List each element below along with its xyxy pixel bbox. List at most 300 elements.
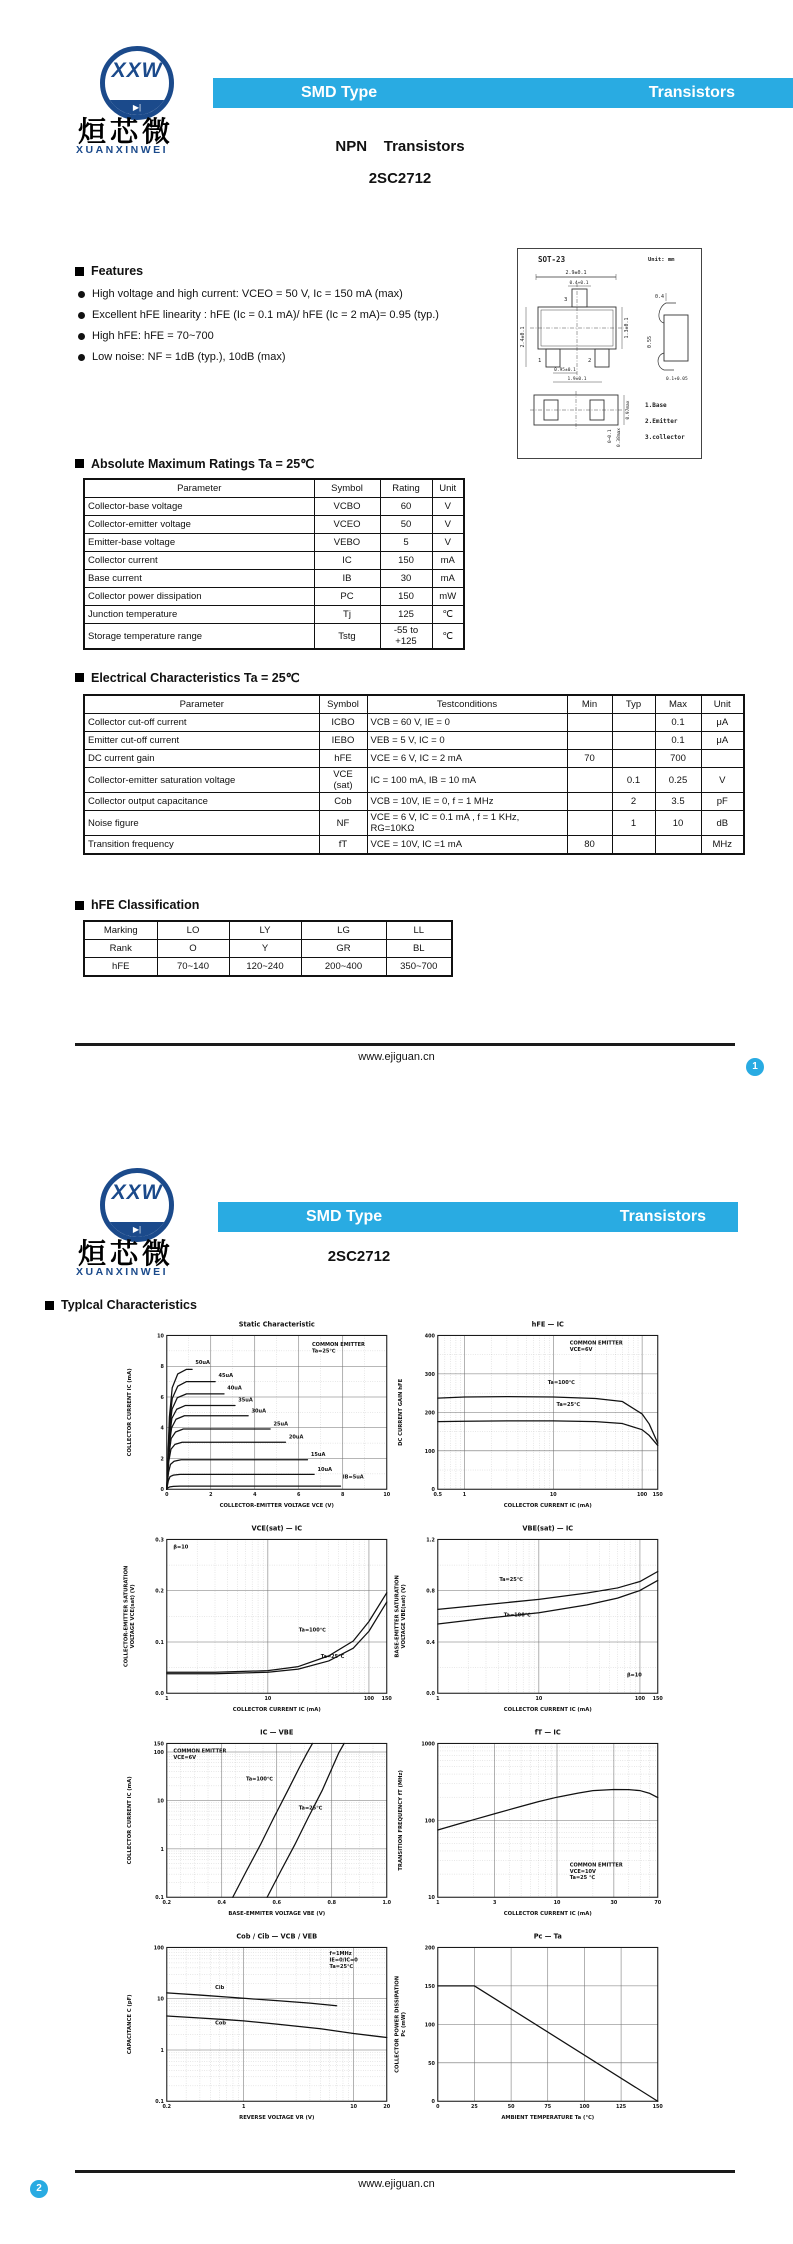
svg-text:1.2: 1.2: [426, 1537, 435, 1544]
table-cell: LY: [229, 921, 301, 940]
dim-pitch: 0.95±0.1: [554, 368, 576, 373]
svg-text:150: 150: [652, 1492, 663, 1499]
hfe-vs-ic-chart: [393, 1316, 685, 1525]
svg-text:3: 3: [492, 1900, 497, 1907]
svg-text:Ta=100℃: Ta=100℃: [298, 1627, 326, 1634]
banner-transistors: Transistors: [648, 84, 735, 101]
page-number-badge: 1: [746, 1058, 764, 1076]
svg-text:35uA: 35uA: [238, 1397, 253, 1404]
table-cell: NF: [319, 811, 367, 836]
svg-text:10: 10: [264, 1696, 272, 1703]
svg-text:Cib: Cib: [215, 1984, 225, 1991]
table-cell: mA: [432, 552, 464, 570]
table-cell: [567, 768, 612, 793]
svg-text:0.2: 0.2: [162, 1900, 172, 1907]
svg-text:10: 10: [428, 1895, 435, 1902]
table-cell: Storage temperature range: [84, 624, 314, 650]
svg-text:200: 200: [424, 1410, 435, 1417]
bullet-icon: [78, 354, 85, 361]
table-cell: VCE = 6 V, IC = 0.1 mA , f = 1 KHz, RG=10KΩ: [367, 811, 567, 836]
features-list: [78, 288, 508, 372]
table-cell: 1: [612, 811, 655, 836]
header-banner: [213, 78, 793, 108]
section-square-icon: [75, 267, 84, 276]
svg-text:COLLECTOR CURRENT IC (mA): COLLECTOR CURRENT IC (mA): [503, 1502, 592, 1509]
pin-legend-collector: 3.collector: [645, 434, 685, 441]
svg-text:Ta=25℃: Ta=25℃: [320, 1653, 345, 1660]
company-name-cn: 烜芯微: [78, 116, 175, 147]
svg-text:1: 1: [165, 1696, 169, 1703]
table-cell: Collector output capacitance: [84, 793, 319, 811]
table-row: [84, 552, 464, 570]
svg-text:0: 0: [431, 1487, 435, 1494]
table-cell: 150: [380, 588, 432, 606]
svg-text:Pc — Ta: Pc — Ta: [533, 1932, 562, 1941]
svg-text:Ta=25℃: Ta=25℃: [556, 1402, 581, 1409]
svg-text:125: 125: [616, 2104, 627, 2111]
svg-text:1: 1: [436, 1696, 440, 1703]
svg-text:COLLECTOR CURRENT IC (mA): COLLECTOR CURRENT IC (mA): [126, 1368, 133, 1457]
svg-text:0.6: 0.6: [272, 1900, 282, 1907]
table-cell: -55 to +125: [380, 624, 432, 650]
dim-thickness: 0.38max: [617, 428, 622, 447]
table-cell: Collector-emitter saturation voltage: [84, 768, 319, 793]
svg-text:200: 200: [424, 1945, 435, 1952]
table-cell: MHz: [701, 836, 744, 855]
table-cell: V: [701, 768, 744, 793]
svg-text:Ta=100℃: Ta=100℃: [245, 1776, 274, 1783]
table-cell: Noise figure: [84, 811, 319, 836]
table-cell: Rank: [84, 940, 157, 958]
banner-smd-type: SMD Type: [301, 84, 378, 101]
bullet-icon: [78, 291, 85, 298]
table-cell: 60: [380, 498, 432, 516]
svg-text:0.4: 0.4: [217, 1900, 227, 1907]
table-row: [84, 624, 464, 650]
svg-text:4: 4: [160, 1425, 164, 1432]
svg-text:50: 50: [428, 2060, 435, 2067]
svg-text:100: 100: [153, 1945, 164, 1952]
svg-text:COLLECTOR CURRENT IC (mA): COLLECTOR CURRENT IC (mA): [503, 1706, 592, 1713]
table-cell: Emitter cut-off current: [84, 732, 319, 750]
svg-text:0.8: 0.8: [426, 1588, 435, 1595]
svg-text:0: 0: [436, 2104, 440, 2111]
table-cell: Collector-base voltage: [84, 498, 314, 516]
table-cell: BL: [386, 940, 452, 958]
table-cell: V: [432, 498, 464, 516]
svg-text:150: 150: [381, 1696, 392, 1703]
table-cell: mA: [432, 570, 464, 588]
table-cell: VEBO: [314, 534, 380, 552]
svg-text:45uA: 45uA: [218, 1372, 233, 1379]
table-cell: ℃: [432, 624, 464, 650]
table-cell: ℃: [432, 606, 464, 624]
company-logo: [100, 46, 174, 120]
table-cell: Marking: [84, 921, 157, 940]
table-cell: fT: [319, 836, 367, 855]
column-header: Testconditions: [367, 695, 567, 714]
svg-text:COLLECTOR CURRENT IC (mA): COLLECTOR CURRENT IC (mA): [126, 1776, 133, 1865]
svg-text:6: 6: [297, 1492, 301, 1499]
dim-profile-h: 0.97max: [626, 400, 631, 420]
svg-text:10: 10: [350, 2104, 358, 2111]
table-cell: [612, 714, 655, 732]
svg-text:8: 8: [341, 1492, 345, 1499]
table-cell: PC: [314, 588, 380, 606]
table-cell: Tj: [314, 606, 380, 624]
table-cell: Tstg: [314, 624, 380, 650]
table-cell: [655, 836, 701, 855]
table-cell: Cob: [319, 793, 367, 811]
feature-item: High voltage and high current: VCEO = 50 V, Ic = 150 mA (max): [78, 288, 508, 300]
page-number-badge: 2: [30, 2180, 48, 2198]
footer-rule: [75, 2170, 735, 2173]
svg-text:70: 70: [654, 1900, 662, 1907]
svg-text:COLLECTOR POWER DISSIPATIONPc: COLLECTOR POWER DISSIPATIONPc (mW): [394, 1975, 407, 2073]
column-header: Min: [567, 695, 612, 714]
table-row: [84, 606, 464, 624]
svg-text:COMMON EMITTERVCE=10VTa=25 ℃: COMMON EMITTER VCE=10V Ta=25 ℃: [569, 1862, 623, 1882]
feature-item: High hFE: hFE = 70~700: [78, 330, 508, 342]
svg-text:0: 0: [431, 2099, 435, 2106]
svg-text:2: 2: [160, 1456, 164, 1463]
table-cell: Y: [229, 940, 301, 958]
package-unit: Unit: mm: [648, 257, 675, 263]
svg-text:100: 100: [424, 1448, 435, 1455]
svg-text:COLLECTOR-EMITTER VOLTAGE VCE: COLLECTOR-EMITTER VOLTAGE VCE (V): [219, 1502, 334, 1509]
package-outline-box: [517, 248, 702, 459]
table-cell: Emitter-base voltage: [84, 534, 314, 552]
hfe-class-table: [83, 920, 451, 977]
table-cell: [567, 732, 612, 750]
table-cell: dB: [701, 811, 744, 836]
svg-text:75: 75: [544, 2104, 552, 2111]
table-cell: 30: [380, 570, 432, 588]
svg-text:0.0: 0.0: [426, 1691, 435, 1698]
svg-text:4: 4: [253, 1492, 257, 1499]
table-cell: μA: [701, 732, 744, 750]
logo-monogram: XXW: [111, 59, 163, 82]
table-cell: VCBO: [314, 498, 380, 516]
svg-text:f=1MHzIE=0/IC=0Ta=25℃: f=1MHz IE=0/IC=0 Ta=25℃: [329, 1951, 358, 1970]
table-cell: μA: [701, 714, 744, 732]
pin2-number: 2: [588, 358, 592, 364]
table-cell: [567, 811, 612, 836]
table-cell: ICBO: [319, 714, 367, 732]
table-cell: IB: [314, 570, 380, 588]
feature-item: Excellent hFE linearity : hFE (Ic = 0.1 mA)/ hFE (Ic = 2 mA)= 0.95 (typ.): [78, 309, 508, 321]
table-cell: DC current gain: [84, 750, 319, 768]
table-cell: pF: [701, 793, 744, 811]
table-cell: 0.1: [655, 714, 701, 732]
dim-lead-width: 0.4+0.1: [569, 281, 589, 286]
footer-url: www.ejiguan.cn: [358, 2178, 435, 2190]
svg-text:30uA: 30uA: [251, 1408, 266, 1415]
section-square-icon: [45, 1301, 54, 1310]
svg-text:50: 50: [507, 2104, 515, 2111]
table-cell: Collector power dissipation: [84, 588, 314, 606]
company-name-en: XUANXINWEI: [76, 1266, 169, 1278]
company-name-en: XUANXINWEI: [76, 144, 169, 156]
bullet-icon: [78, 333, 85, 340]
table-cell: [701, 750, 744, 768]
svg-text:40uA: 40uA: [227, 1385, 242, 1392]
svg-text:1: 1: [436, 1900, 440, 1907]
svg-text:COMMON EMITTERVCE=6V: COMMON EMITTER VCE=6V: [569, 1340, 623, 1354]
pin1-number: 1: [538, 358, 542, 364]
sot23-drawing: [518, 249, 701, 458]
svg-text:CAPACITANCE C (pF): CAPACITANCE C (pF): [126, 1994, 133, 2055]
table-cell: 70: [567, 750, 612, 768]
dim-total-height: 2.4±0.1: [520, 326, 526, 348]
svg-text:100: 100: [579, 2104, 590, 2111]
table-cell: Base current: [84, 570, 314, 588]
svg-text:150: 150: [153, 1741, 164, 1748]
ft-vs-ic-chart: [393, 1724, 685, 1933]
static-characteristic-chart: [122, 1316, 414, 1525]
svg-text:IB=5uA: IB=5uA: [342, 1474, 364, 1481]
svg-text:Ta=25℃: Ta=25℃: [499, 1576, 523, 1583]
column-header: Parameter: [84, 479, 314, 498]
svg-text:hFE — IC: hFE — IC: [531, 1320, 564, 1329]
section-square-icon: [75, 459, 84, 468]
dim-top-width: 2.9±0.1: [565, 270, 587, 276]
svg-text:β=10: β=10: [626, 1672, 642, 1679]
svg-text:1: 1: [160, 1846, 164, 1853]
table-row: [84, 534, 464, 552]
svg-text:1000: 1000: [421, 1741, 435, 1748]
svg-text:COLLECTOR-EMITTER SATURATIONVO: COLLECTOR-EMITTER SATURATIONVOLTAGE VCE(sat) (V): [123, 1565, 136, 1668]
svg-text:Ta=25℃: Ta=25℃: [298, 1805, 323, 1812]
table-header-row: [84, 695, 744, 714]
device-type-line: NPN Transistors: [335, 138, 465, 155]
svg-text:BASE-EMMITER VOLTAGE VBE (V): BASE-EMMITER VOLTAGE VBE (V): [228, 1910, 326, 1917]
svg-text:100: 100: [634, 1696, 646, 1703]
column-header: Typ: [612, 695, 655, 714]
svg-text:0.2: 0.2: [162, 2104, 172, 2111]
table-cell: 3.5: [655, 793, 701, 811]
table-header-row: [84, 479, 464, 498]
dim-side-foot: 0.1+0.05: [666, 377, 688, 382]
dim-side-lead: 0.4: [655, 294, 665, 300]
table-cell: 10: [655, 811, 701, 836]
svg-text:VBE(sat) — IC: VBE(sat) — IC: [522, 1524, 574, 1533]
pc-vs-ta-chart: [393, 1928, 685, 2137]
table-cell: LG: [301, 921, 386, 940]
column-header: Symbol: [314, 479, 380, 498]
svg-text:10: 10: [553, 1900, 561, 1907]
svg-text:0.2: 0.2: [155, 1588, 164, 1595]
banner-transistors: Transistors: [619, 1208, 706, 1225]
svg-text:150: 150: [652, 1696, 663, 1703]
column-header: Unit: [432, 479, 464, 498]
column-header: Unit: [701, 695, 744, 714]
section-square-icon: [75, 901, 84, 910]
section-square-icon: [75, 673, 84, 682]
table-cell: Junction temperature: [84, 606, 314, 624]
dim-span: 1.9±0.1: [567, 377, 587, 382]
table-cell: [612, 732, 655, 750]
svg-text:IC — VBE: IC — VBE: [260, 1728, 294, 1737]
svg-text:AMBIENT TEMPERATURE Ta (℃): AMBIENT TEMPERATURE Ta (℃): [501, 2114, 595, 2121]
company-logo: [100, 1168, 174, 1242]
table-cell: VCB = 10V, IE = 0, f = 1 MHz: [367, 793, 567, 811]
table-cell: VEB = 5 V, IC = 0: [367, 732, 567, 750]
ic-vs-vbe-chart: [122, 1724, 414, 1933]
svg-text:20uA: 20uA: [288, 1434, 304, 1441]
svg-text:0: 0: [160, 1487, 164, 1494]
table-cell: O: [157, 940, 229, 958]
table-cell: IC: [314, 552, 380, 570]
table-row: [84, 793, 744, 811]
svg-text:COMMON EMITTERTa=25℃: COMMON EMITTER Ta=25℃: [311, 1342, 365, 1355]
svg-text:400: 400: [424, 1333, 435, 1340]
footer-rule: [75, 1043, 735, 1046]
svg-text:1: 1: [160, 2047, 164, 2054]
svg-text:0.5: 0.5: [433, 1492, 443, 1499]
table-cell: 0.1: [612, 768, 655, 793]
table-cell: Collector cut-off current: [84, 714, 319, 732]
package-name: SOT-23: [538, 255, 566, 264]
footer-url: www.ejiguan.cn: [358, 1051, 435, 1063]
table-cell: 200~400: [301, 958, 386, 977]
svg-text:30: 30: [610, 1900, 618, 1907]
svg-text:REVERSE VOLTAGE VR (V): REVERSE VOLTAGE VR (V): [239, 2114, 315, 2121]
table-row: [84, 940, 452, 958]
svg-text:0.8: 0.8: [327, 1900, 337, 1907]
svg-text:1.0: 1.0: [382, 1900, 392, 1907]
svg-text:6: 6: [160, 1394, 164, 1401]
table-row: [84, 570, 464, 588]
svg-text:0.1: 0.1: [155, 1895, 164, 1902]
table-cell: VCE (sat): [319, 768, 367, 793]
svg-text:0.0: 0.0: [155, 1691, 164, 1698]
svg-text:8: 8: [160, 1364, 164, 1371]
svg-text:100: 100: [363, 1696, 375, 1703]
table-cell: IC = 100 mA, IB = 10 mA: [367, 768, 567, 793]
table-cell: IEBO: [319, 732, 367, 750]
bullet-icon: [78, 312, 85, 319]
hfe-class-heading: hFE Classification: [75, 898, 199, 912]
diode-icon: ▶|: [105, 1222, 169, 1237]
svg-text:10: 10: [157, 1333, 164, 1340]
table-cell: 0.1: [655, 732, 701, 750]
abs-max-heading: Absolute Maximum Ratings Ta = 25℃: [75, 456, 314, 471]
pin-legend-base: 1.Base: [645, 402, 667, 409]
table-cell: 5: [380, 534, 432, 552]
vce-sat-vs-ic-chart: [122, 1520, 414, 1729]
svg-text:DC CURRENT GAIN hFE: DC CURRENT GAIN hFE: [397, 1378, 404, 1446]
header-banner: [218, 1202, 738, 1232]
svg-text:10: 10: [157, 1996, 164, 2003]
dim-side-gap: 0.55: [647, 335, 653, 349]
svg-text:Static Characteristic: Static Characteristic: [238, 1320, 315, 1329]
table-cell: V: [432, 516, 464, 534]
table-cell: 50: [380, 516, 432, 534]
svg-text:20: 20: [383, 2104, 391, 2111]
svg-text:10: 10: [535, 1696, 543, 1703]
svg-text:Ta=100℃: Ta=100℃: [547, 1379, 575, 1386]
banner-smd-type: SMD Type: [306, 1208, 383, 1225]
table-cell: Transition frequency: [84, 836, 319, 855]
table-cell: [612, 836, 655, 855]
table-row: [84, 732, 744, 750]
table-cell: Collector-emitter voltage: [84, 516, 314, 534]
pin3-number: 3: [564, 297, 568, 303]
table-row: [84, 588, 464, 606]
svg-text:100: 100: [153, 1749, 164, 1756]
svg-text:1: 1: [462, 1492, 467, 1499]
elec-char-heading: Electrical Characteristics Ta = 25℃: [75, 670, 300, 685]
features-heading: Features: [75, 264, 143, 278]
svg-text:10uA: 10uA: [317, 1466, 332, 1473]
table-row: [84, 516, 464, 534]
svg-text:VCE(sat) — IC: VCE(sat) — IC: [251, 1524, 303, 1533]
vbe-sat-vs-ic-chart: [393, 1520, 685, 1729]
page-2: [0, 1122, 793, 2244]
table-cell: 70~140: [157, 958, 229, 977]
table-cell: [567, 714, 612, 732]
part-number: 2SC2712: [368, 170, 432, 187]
table-cell: 125: [380, 606, 432, 624]
svg-text:25uA: 25uA: [273, 1421, 288, 1428]
column-header: Symbol: [319, 695, 367, 714]
svg-text:0.1: 0.1: [155, 1639, 164, 1646]
svg-text:0.4: 0.4: [426, 1639, 435, 1646]
diode-icon: ▶|: [105, 100, 169, 115]
table-cell: LO: [157, 921, 229, 940]
svg-text:300: 300: [424, 1371, 435, 1378]
svg-text:100: 100: [637, 1492, 648, 1499]
table-cell: [567, 793, 612, 811]
typical-characteristics-heading: Typlcal Characteristics: [45, 1298, 197, 1312]
table-cell: LL: [386, 921, 452, 940]
part-number: 2SC2712: [327, 1248, 391, 1265]
table-row: [84, 750, 744, 768]
table-row: [84, 921, 452, 940]
svg-text:Ta=100℃: Ta=100℃: [503, 1612, 531, 1619]
dim-body-height: 1.3±0.1: [624, 317, 630, 339]
capacitance-vs-voltage-chart: [122, 1928, 414, 2137]
svg-text:10: 10: [549, 1492, 557, 1499]
table-row: [84, 498, 464, 516]
svg-text:100: 100: [424, 1818, 435, 1825]
table-cell: VCEO: [314, 516, 380, 534]
dim-standoff: 0~0.1: [608, 429, 613, 443]
table-cell: hFE: [84, 958, 157, 977]
column-header: Parameter: [84, 695, 319, 714]
table-row: [84, 714, 744, 732]
pin-legend-emitter: 2.Emitter: [645, 418, 678, 425]
svg-text:100: 100: [424, 2022, 435, 2029]
table-cell: Collector current: [84, 552, 314, 570]
svg-text:25: 25: [471, 2104, 478, 2111]
logo-monogram: XXW: [111, 1181, 163, 1204]
table-cell: VCE = 6 V, IC = 2 mA: [367, 750, 567, 768]
table-row: [84, 768, 744, 793]
svg-text:0.3: 0.3: [155, 1537, 164, 1544]
svg-text:2: 2: [209, 1492, 213, 1499]
column-header: Rating: [380, 479, 432, 498]
table-cell: GR: [301, 940, 386, 958]
table-cell: 0.25: [655, 768, 701, 793]
table-row: [84, 836, 744, 855]
company-name-cn: 烜芯微: [78, 1238, 175, 1269]
svg-text:10: 10: [383, 1492, 391, 1499]
table-cell: 150: [380, 552, 432, 570]
feature-item: Low noise: NF = 1dB (typ.), 10dB (max): [78, 351, 508, 363]
svg-text:TRANSITION FREQUENCY fT (MHz: TRANSITION FREQUENCY fT (MHz): [397, 1770, 404, 1871]
